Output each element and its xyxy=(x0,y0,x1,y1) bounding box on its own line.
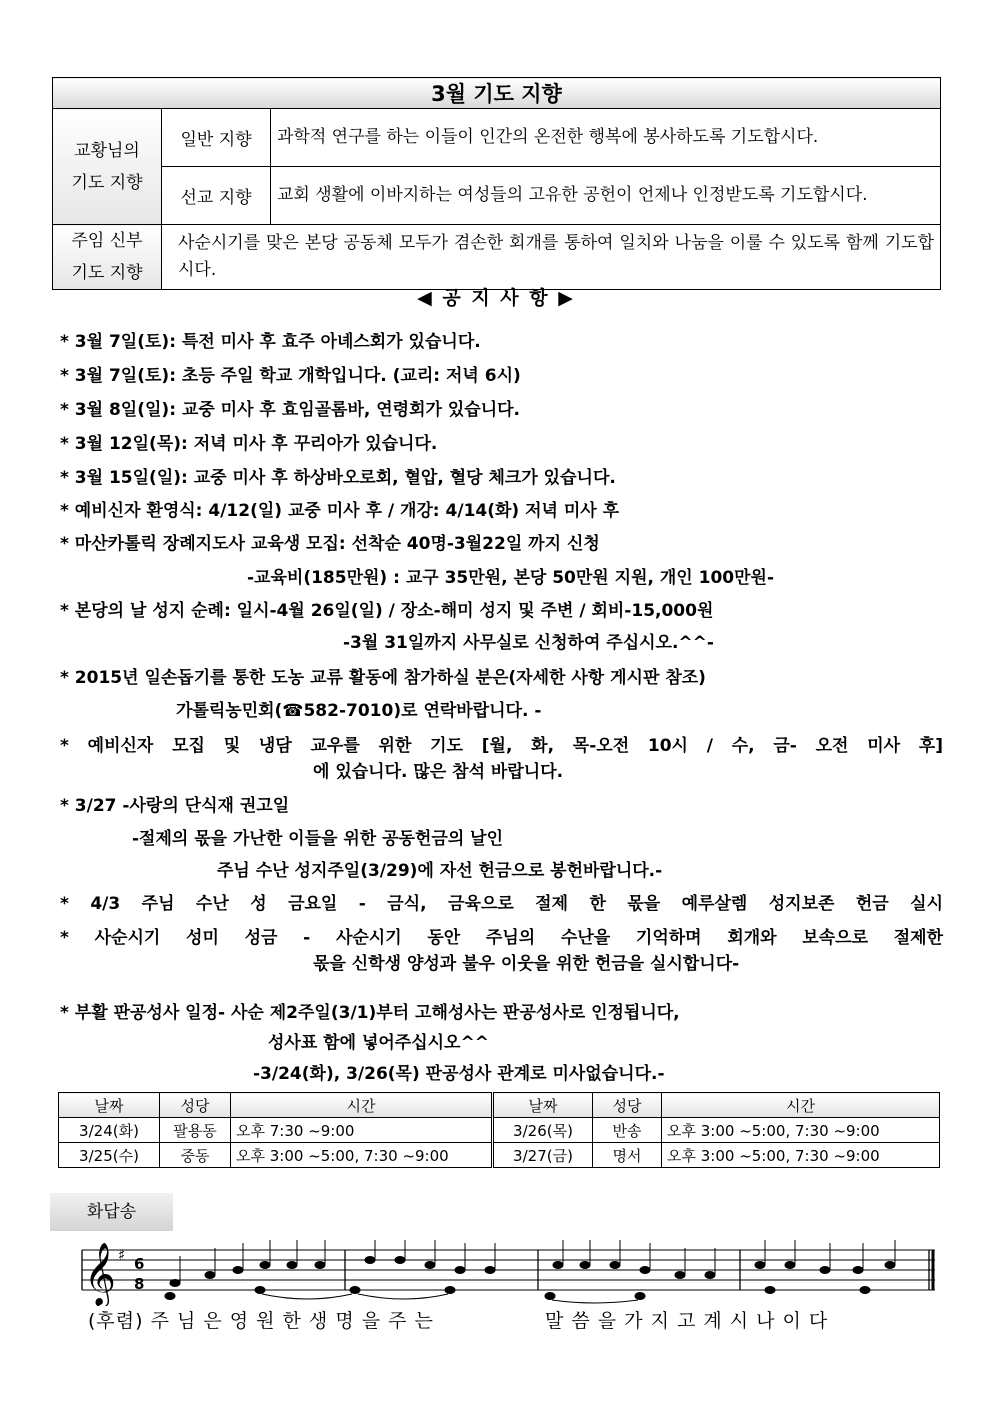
header-date: 날짜 xyxy=(493,1093,593,1118)
notice-line: * 3월 7일(토): 특전 미사 후 효주 아녜스회가 있습니다. xyxy=(60,332,481,352)
notice-line: * 3/27 -사랑의 단식재 권고일 xyxy=(60,796,290,816)
header-time: 시간 xyxy=(662,1093,940,1118)
church-cell: 팔용동 xyxy=(160,1118,231,1143)
lower-notes xyxy=(165,1287,870,1300)
psalm-label: 화답송 xyxy=(50,1193,173,1231)
mission-intention-text: 교회 생활에 이바지하는 여성들의 고유한 공헌이 언제나 인정받도록 기도합시다. xyxy=(271,167,941,225)
prayer-title: 3월 기도 지향 xyxy=(53,78,941,109)
notice-line: -절제의 몫을 가난한 이들을 위한 공동헌금의 날인 xyxy=(132,829,504,849)
music-score xyxy=(80,1238,940,1306)
sharp-icon: ♯ xyxy=(118,1246,126,1264)
time-cell: 오후 3:00 ~5:00, 7:30 ~9:00 xyxy=(231,1143,493,1168)
notice-line: -3/24(화), 3/26(목) 판공성사 관계로 미사없습니다.- xyxy=(253,1064,665,1084)
header-church: 성당 xyxy=(160,1093,231,1118)
notice-line: * 마산카톨릭 장례지도사 교육생 모집: 선착순 40명-3월22일 까지 신청 xyxy=(60,534,600,554)
notice-line: * 부활 판공성사 일정- 사순 제2주일(3/1)부터 고해성사는 판공성사로 인정됩니다, xyxy=(60,1003,680,1023)
notice-line: 성사표 함에 넣어주십시오^^ xyxy=(268,1033,489,1053)
header-date: 날짜 xyxy=(59,1093,160,1118)
header-church: 성당 xyxy=(593,1093,662,1118)
pope-intention-label: 교황님의 기도 지향 xyxy=(53,109,162,225)
notice-line: 몫을 신학생 양성과 불우 이웃을 위한 헌금을 실시합니다- xyxy=(313,954,740,974)
staff-lines xyxy=(82,1250,935,1290)
date-cell: 3/25(수) xyxy=(59,1143,160,1168)
prayer-intention-table xyxy=(52,77,941,290)
general-intention-text: 과학적 연구를 하는 이들이 인간의 온전한 행복에 봉사하도록 기도합시다. xyxy=(271,109,941,167)
notice-line: * 3월 8일(일): 교중 미사 후 효임골롬바, 연령회가 있습니다. xyxy=(60,400,521,420)
general-intention-label: 일반 지향 xyxy=(162,109,271,167)
notice-line: * 사순시기 성미 성금 - 사순시기 동안 주님의 수난을 기억하며 회개와 보속으로 절제한 xyxy=(60,928,943,948)
notice-line: * 2015년 일손돕기를 통한 도농 교류 활동에 참가하실 분은(자세한 사항 게시판 참조) xyxy=(60,668,706,688)
time-cell: 오후 3:00 ~5:00, 7:30 ~9:00 xyxy=(662,1118,940,1143)
church-cell: 반송 xyxy=(593,1118,662,1143)
time-cell: 오후 3:00 ~5:00, 7:30 ~9:00 xyxy=(662,1143,940,1168)
date-cell: 3/24(화) xyxy=(59,1118,160,1143)
table-row xyxy=(59,1143,940,1168)
mission-intention-label: 선교 지향 xyxy=(162,167,271,225)
lyrics-line-1: (후렴) 주 님 은 영 원 한 생 명 을 주 는 xyxy=(88,1310,434,1332)
notice-line: 가톨릭농민회(☎582-7010)로 연락바랍니다. - xyxy=(176,701,542,721)
treble-clef-icon: 𝄞 xyxy=(84,1242,116,1305)
confession-schedule-table xyxy=(58,1092,940,1168)
notice-line: 주님 수난 성지주일(3/29)에 자선 헌금으로 봉헌바랍니다.- xyxy=(217,861,663,881)
notice-heading: ◀ 공 지 사 항 ▶ xyxy=(417,287,575,309)
time-signature-bottom: 8 xyxy=(134,1275,145,1293)
notice-line: * 예비신자 환영식: 4/12(일) 교중 미사 후 / 개강: 4/14(화) 저녁 미사 후 xyxy=(60,501,620,521)
notice-line: * 예비신자 모집 및 냉담 교우를 위한 기도 [월, 화, 목-오전 10시 / 수, 금- 오전 미사 후] xyxy=(60,736,943,756)
time-cell: 오후 7:30 ~9:00 xyxy=(231,1118,493,1143)
lyrics-line-2: 말 씀 을 가 지 고 계 시 나 이 다 xyxy=(545,1310,829,1332)
notice-line: * 본당의 날 성지 순례: 일시-4월 26일(일) / 장소-해미 성지 및 주변 / 회비-15,000원 xyxy=(60,601,714,621)
table-row xyxy=(59,1118,940,1143)
date-cell: 3/27(금) xyxy=(493,1143,593,1168)
notice-line: 에 있습니다. 많은 참석 바랍니다. xyxy=(313,762,564,782)
pastor-intention-label: 주임 신부 기도 지향 xyxy=(53,225,162,290)
pastor-intention-text: 사순시기를 맞은 본당 공동체 모두가 겸손한 회개를 통하여 일치와 나눔을 이룰 수 있도록 함께 기도합시다. xyxy=(162,225,941,290)
church-cell: 중동 xyxy=(160,1143,231,1168)
notice-line: * 3월 15일(일): 교중 미사 후 하상바오로회, 혈압, 혈당 체크가 있습니다. xyxy=(60,468,616,488)
notice-line: -3월 31일까지 사무실로 신청하여 주십시오.^^- xyxy=(343,633,714,653)
time-signature-top: 6 xyxy=(134,1255,145,1273)
notice-line: * 3월 7일(토): 초등 주일 학교 개학입니다. (교리: 저녁 6시) xyxy=(60,366,521,386)
church-cell: 명서 xyxy=(593,1143,662,1168)
date-cell: 3/26(목) xyxy=(493,1118,593,1143)
header-time: 시간 xyxy=(231,1093,493,1118)
notice-line: * 3월 12일(목): 저녁 미사 후 꾸리아가 있습니다. xyxy=(60,434,438,454)
notice-line: -교육비(185만원) : 교구 35만원, 본당 50만원 지원, 개인 100만원- xyxy=(247,568,775,588)
notice-line: * 4/3 주님 수난 성 금요일 - 금식, 금육으로 절제 한 몫을 예루살렘 성지보존 헌금 실시 xyxy=(60,894,943,914)
ties xyxy=(262,1294,638,1303)
